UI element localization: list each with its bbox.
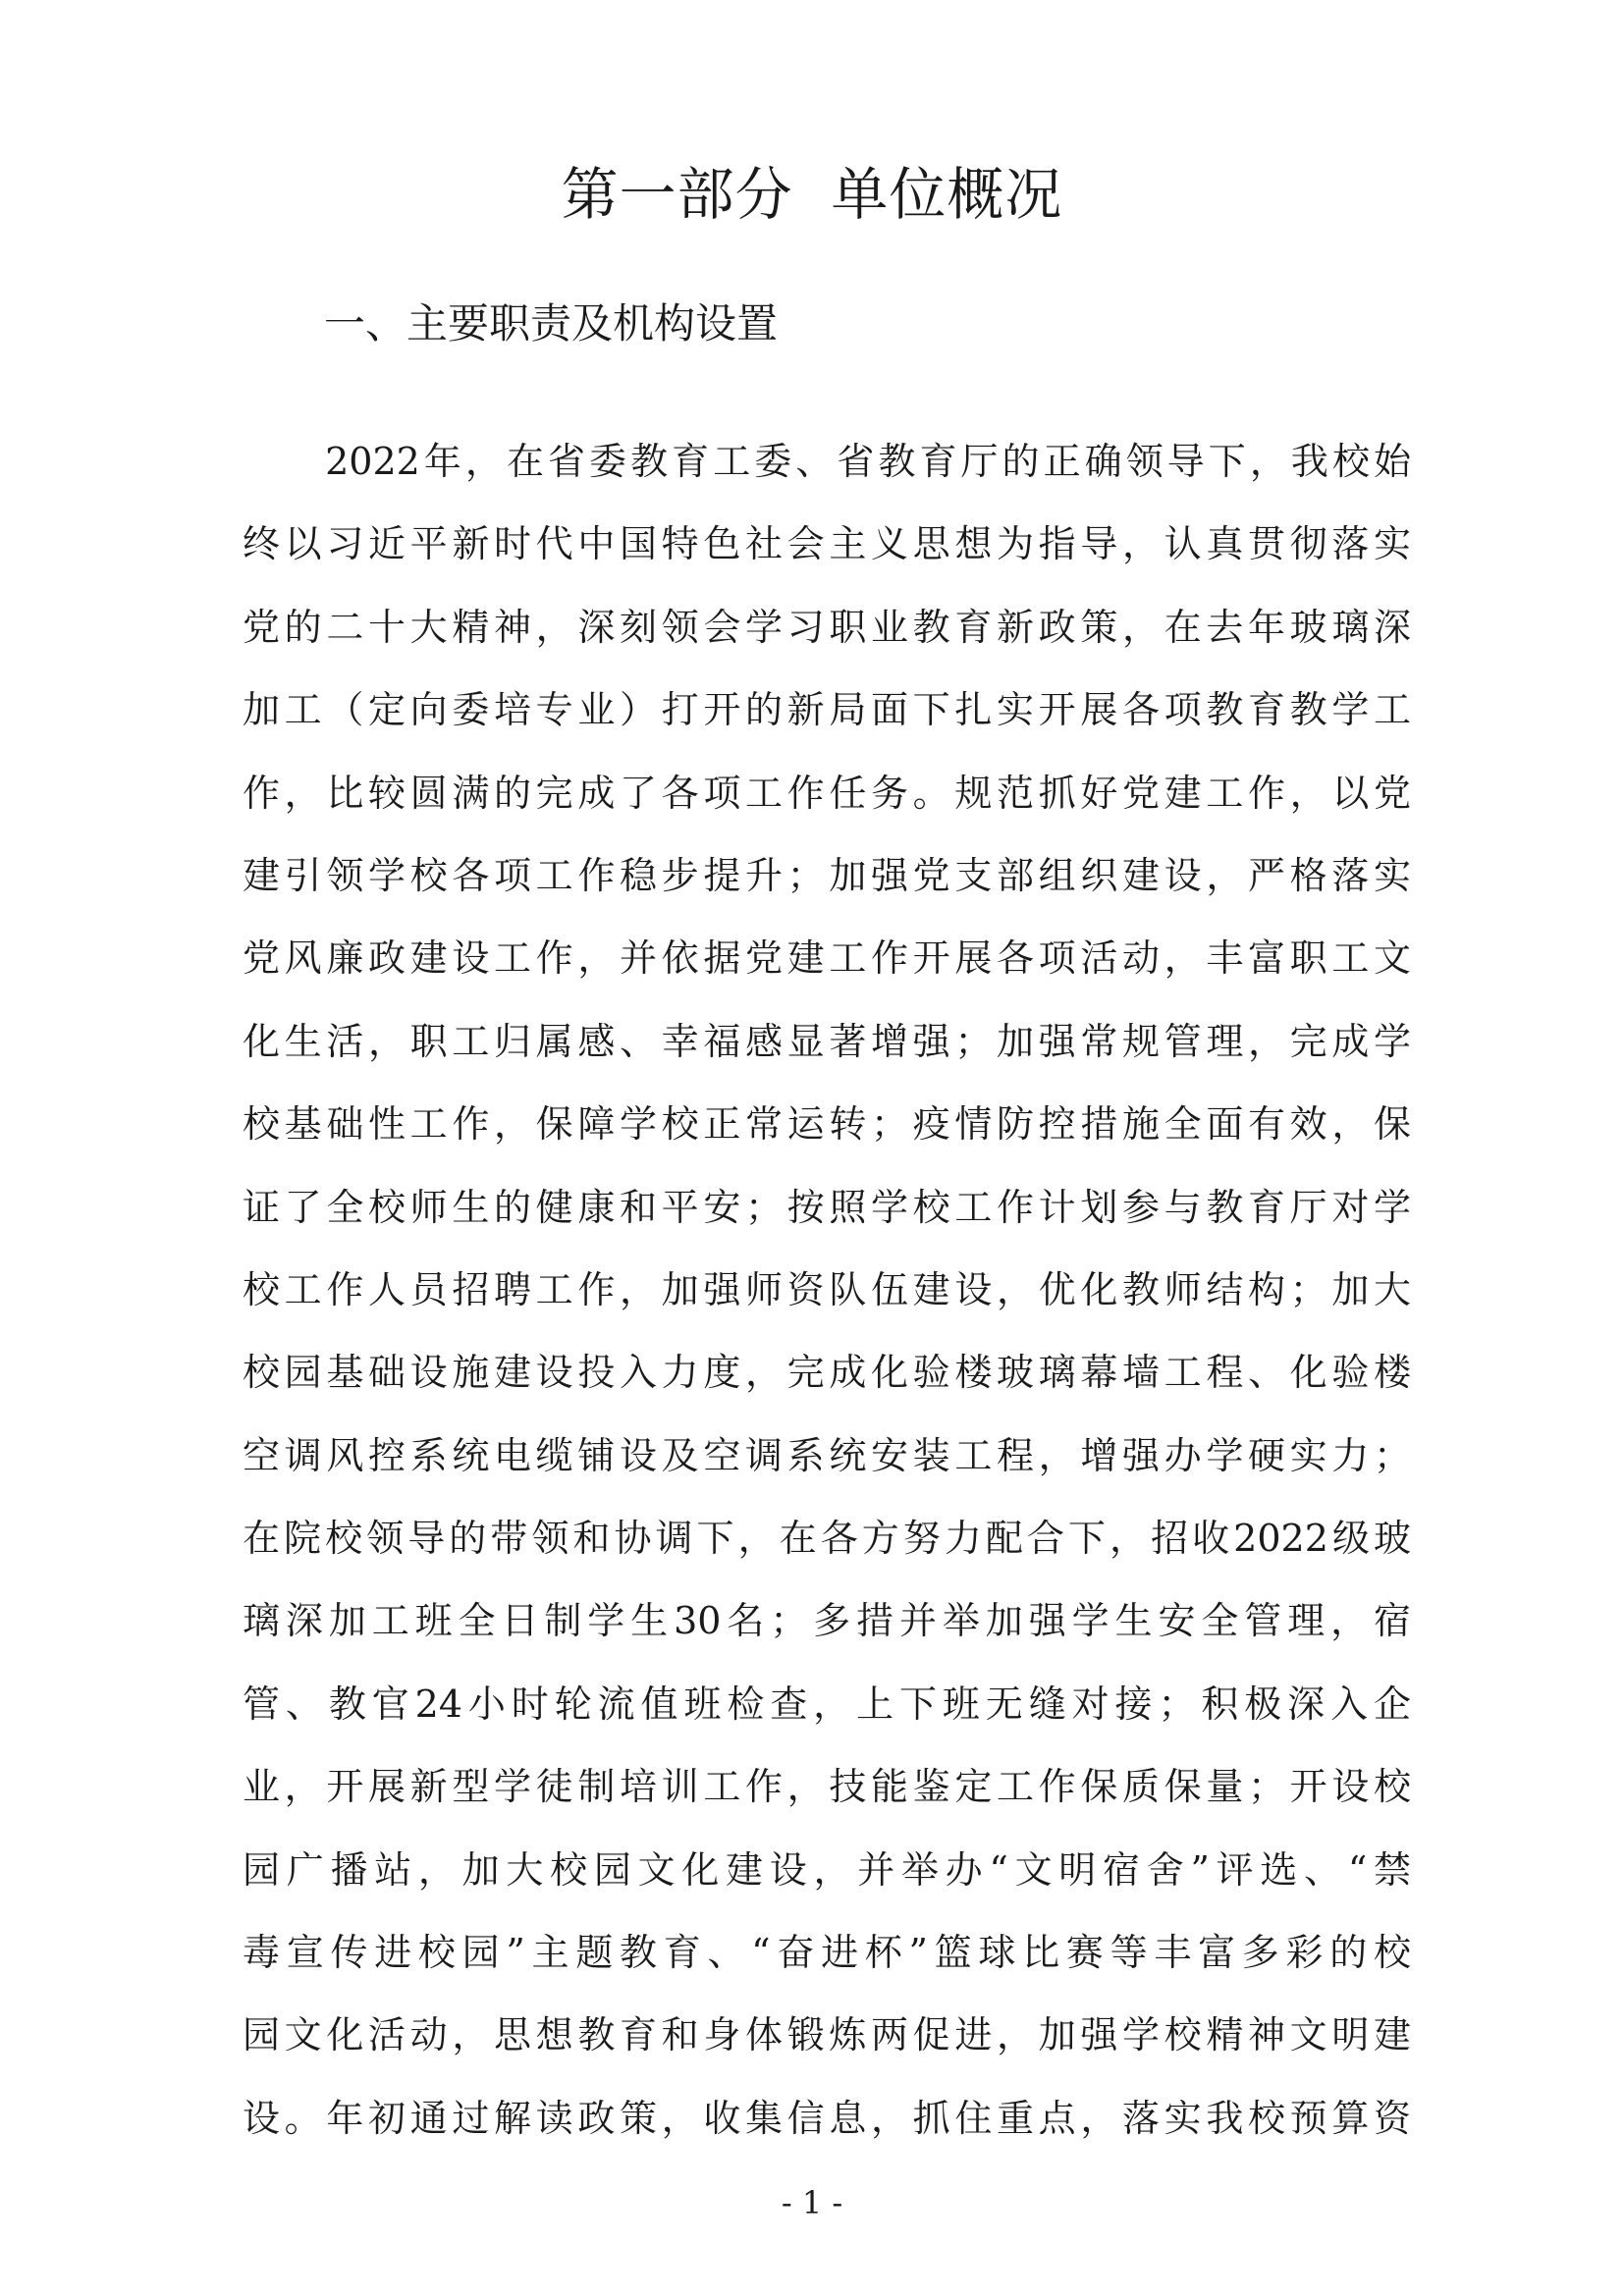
paragraph-line: 2022年，在省委教育工委、省教育厅的正确领导下，我校始 [243,440,1411,483]
paragraph-line: 在院校领导的带领和协调下，在各方努力配合下，招收2022级玻 [243,1517,1411,1561]
body-paragraph [243,420,1411,2160]
section-heading: 一、主要职责及机构设置 [324,299,779,347]
paragraph-line: 建引领学校各项工作稳步提升；加强党支部组织建设，严格落实 [243,853,1411,897]
paragraph-line: 党的二十大精神，深刻领会学习职业教育新政策，在去年玻璃深 [243,605,1411,649]
paragraph-line: 化生活，职工归属感、幸福感显著增强；加强常规管理，完成学 [243,1019,1411,1063]
paragraph-line: 璃深加工班全日制学生30名；多措并举加强学生安全管理，宿 [243,1599,1411,1643]
paragraph-line: 业，开展新型学徒制培训工作，技能鉴定工作保质保量；开设校 [243,1765,1411,1809]
paragraph-line: 校基础性工作，保障学校正常运转；疫情防控措施全面有效，保 [243,1102,1411,1147]
paragraph-line: 管、教官24小时轮流值班检查，上下班无缝对接；积极深入企 [243,1682,1411,1726]
page-title: 第一部分 单位概况 [561,161,1063,228]
paragraph-line: 校园基础设施建设投入力度，完成化验楼玻璃幕墙工程、化验楼 [243,1351,1411,1395]
paragraph-line: 作，比较圆满的完成了各项工作任务。规范抓好党建工作，以党 [243,771,1411,815]
paragraph-line: 党风廉政建设工作，并依据党建工作开展各项活动，丰富职工文 [243,936,1411,981]
paragraph-line: 校工作人员招聘工作，加强师资队伍建设，优化教师结构；加大 [243,1267,1411,1311]
paragraph-line: 证了全校师生的健康和平安；按照学校工作计划参与教育厅对学 [243,1185,1411,1229]
paragraph-line: 设。年初通过解读政策，收集信息，抓住重点，落实我校预算资 [243,2096,1411,2140]
paragraph-line: 空调风控系统电缆铺设及空调系统安装工程，增强办学硬实力； [243,1433,1411,1477]
paragraph-line: 毒宣传进校园”主题教育、“奋进杯”篮球比赛等丰富多彩的校 [243,1931,1411,1975]
paragraph-line: 终以习近平新时代中国特色社会主义思想为指导，认真贯彻落实 [243,522,1411,566]
paragraph-line: 园文化活动，思想教育和身体锻炼两促进，加强学校精神文明建 [243,2013,1411,2057]
paragraph-line: 园广播站，加大校园文化建设，并举办“文明宿舍”评选、“禁 [243,1847,1411,1892]
page-number: - 1 - [781,2184,843,2221]
paragraph-line: 加工（定向委培专业）打开的新局面下扎实开展各项教育教学工 [243,688,1411,732]
